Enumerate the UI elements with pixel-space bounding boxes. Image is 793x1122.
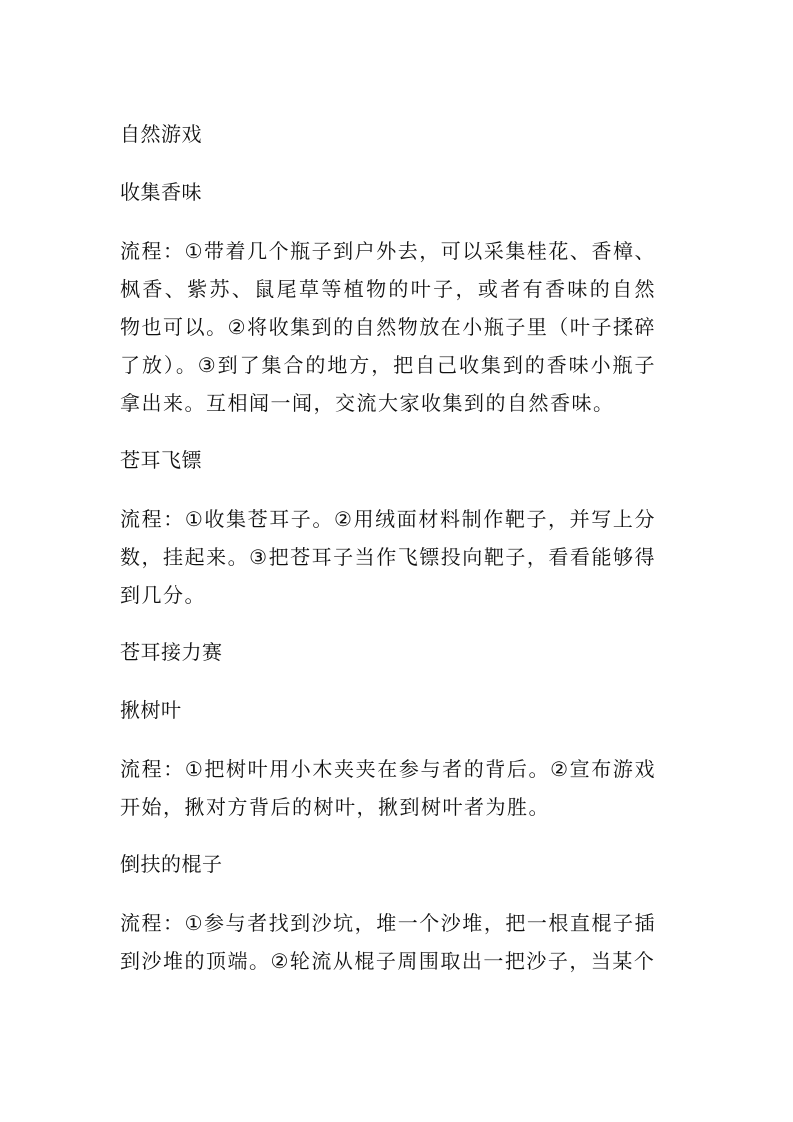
section-body-collect-scent: 流程：①带着几个瓶子到户外去，可以采集桂花、香樟、枫香、紫苏、鼠尾草等植物的叶子，或者有香味的自然物也可以。②将收集到的自然物放在小瓶子里（叶子揉碎了放）。③到了集合的地方，把自己收集到的香味小瓶子拿出来。互相闻一闻，交流大家收集到的自然香味。 [120, 239, 656, 415]
section-heading-collect-scent: 收集香味 [120, 180, 202, 204]
document-content [120, 116, 656, 980]
section-heading-falling-stick: 倒扶的棍子 [120, 852, 223, 876]
section-heading-cocklebur-relay: 苍耳接力赛 [120, 640, 223, 664]
section-heading-cocklebur-darts: 苍耳飞镖 [120, 448, 202, 472]
document-title: 自然游戏 [120, 122, 202, 146]
section-body-falling-stick: 流程：①参与者找到沙坑，堆一个沙堆，把一根直棍子插到沙堆的顶端。②轮流从棍子周围取出一把沙子，当某个 [120, 911, 656, 973]
section-body-pull-leaves: 流程：①把树叶用小木夹夹在参与者的背后。②宣布游戏开始，揪对方背后的树叶，揪到树叶者为胜。 [120, 757, 656, 819]
section-body-cocklebur-darts: 流程：①收集苍耳子。②用绒面材料制作靶子，并写上分数，挂起来。③把苍耳子当作飞镖投向靶子，看看能够得到几分。 [120, 507, 656, 607]
section-heading-pull-leaves: 揪树叶 [120, 698, 182, 722]
